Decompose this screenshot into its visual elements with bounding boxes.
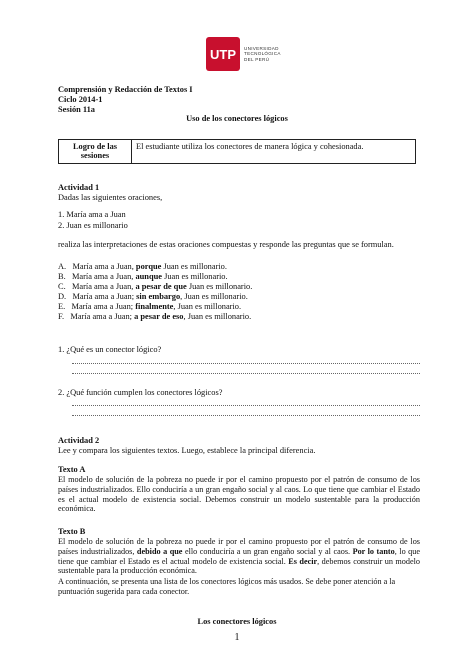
option-letter: D.	[58, 292, 67, 301]
activity-2-title: Actividad 2	[58, 436, 100, 445]
svg-text:UTP: UTP	[210, 47, 236, 62]
option-text: María ama a Juan;	[70, 312, 135, 321]
option-item	[58, 262, 227, 272]
option-letter: A.	[58, 262, 67, 271]
session-label: Sesión 11a	[58, 105, 95, 114]
option-letter: F.	[58, 312, 65, 321]
logo-text	[244, 46, 281, 63]
sentence-item: 2. Juan es millonario	[58, 221, 128, 230]
connector-word: finalmente	[135, 302, 174, 311]
cycle-label: Ciclo 2014-1	[58, 95, 103, 104]
option-item	[58, 302, 241, 312]
question-item: 2. ¿Qué función cumplen los conectores lógicos?	[58, 388, 223, 397]
option-item	[58, 292, 248, 302]
logo-line: UNIVERSIDAD	[244, 45, 279, 51]
logo-line: TECNOLÓGICA	[244, 51, 281, 57]
option-letter: C.	[58, 282, 66, 291]
option-text: María ama a Juan;	[72, 292, 137, 301]
activity-1-title: Actividad 1	[58, 183, 100, 192]
option-text: María ama a Juan,	[71, 272, 136, 281]
connector-word: a pesar de eso	[134, 312, 184, 321]
option-text: Juan es millonario.	[162, 272, 228, 281]
answer-line[interactable]	[72, 405, 420, 406]
option-text: Juan es millonario.	[161, 262, 227, 271]
topic-title: Uso de los conectores lógicos	[186, 114, 288, 123]
activity-1-instruction: realiza las interpretaciones de estas oraciones compuestas y responde las preguntas que se formulan.	[58, 240, 394, 249]
connector-word: a pesar de que	[135, 282, 187, 291]
connector-word: Por lo tanto	[352, 546, 395, 556]
activity-1-intro: Dadas las siguientes oraciones,	[58, 193, 163, 202]
course-title: Comprensión y Redacción de Textos I	[58, 85, 193, 94]
answer-line[interactable]	[72, 363, 420, 364]
connector-word: porque	[135, 262, 162, 271]
utp-logo-icon	[206, 37, 240, 71]
option-text: , Juan es millonario.	[183, 312, 252, 321]
option-item	[58, 272, 228, 282]
university-logo	[206, 37, 281, 71]
text-b-body	[58, 537, 420, 576]
text-b-segment: ello conduciría a un gran engaño social y al caos.	[182, 546, 353, 556]
question-item: 1. ¿Qué es un conector lógico?	[58, 345, 162, 354]
option-text: María ama a Juan,	[72, 262, 136, 271]
activity-2-intro: Lee y compara los siguientes textos. Luego, establece la principal diferencia.	[58, 446, 316, 455]
option-text: María ama a Juan,	[71, 282, 136, 291]
text-b-segment: , debemos construir un modelo sustentable para la producción económica.	[58, 556, 420, 576]
option-text: María ama a Juan;	[71, 302, 136, 311]
option-text: , Juan es millonario.	[180, 292, 248, 301]
answer-line[interactable]	[72, 373, 420, 374]
text-a-title: Texto A	[58, 465, 86, 474]
connector-word: sin embargo	[136, 292, 181, 301]
option-letter: B.	[58, 272, 66, 281]
option-item	[58, 312, 251, 322]
text-b-title: Texto B	[58, 527, 86, 536]
connector-word: debido a que	[136, 546, 183, 556]
sentence-item: 1. María ama a Juan	[58, 210, 126, 219]
text-b-segment: El modelo de solución de la pobreza no puede ir por el camino propuesto por el patrón de consumo de los países industrializados,	[58, 537, 420, 556]
option-letter: E.	[58, 302, 66, 311]
table-value: El estudiante utiliza los conectores de manera lógica y cohesionada.	[136, 142, 364, 151]
text-a-body: El modelo de solución de la pobreza no puede ir por el camino propuesto por el patrón de consumo de los países industrializados. Ello conduciría a un gran engaño social y al caos. Lo que tiene que cambiar el Estado es el actual modelo de existencia social. Debemos construir un modelo sustentable para la producción económica.	[58, 475, 420, 514]
table-label: Logro de las sesiones	[59, 140, 132, 163]
closing-paragraph: A continuación, se presenta una lista de los conectores lógicos más usados. Se debe poner atención a la puntuación sugerida para cada conector.	[58, 577, 396, 596]
answer-line[interactable]	[72, 415, 420, 416]
connector-word: aunque	[135, 272, 162, 281]
achievement-table	[58, 139, 416, 164]
logo-line: DEL PERÚ	[244, 56, 270, 62]
option-item	[58, 282, 252, 292]
option-text: Juan es millonario.	[186, 282, 253, 291]
connector-word: Es decir	[288, 556, 318, 566]
option-text: , Juan es millonario.	[173, 302, 242, 311]
section-title: Los conectores lógicos	[197, 617, 277, 626]
page-number: 1	[234, 632, 240, 643]
text-b-segment: , lo que tiene que cambiar el Estado es el actual modelo de existencia social.	[58, 546, 420, 566]
